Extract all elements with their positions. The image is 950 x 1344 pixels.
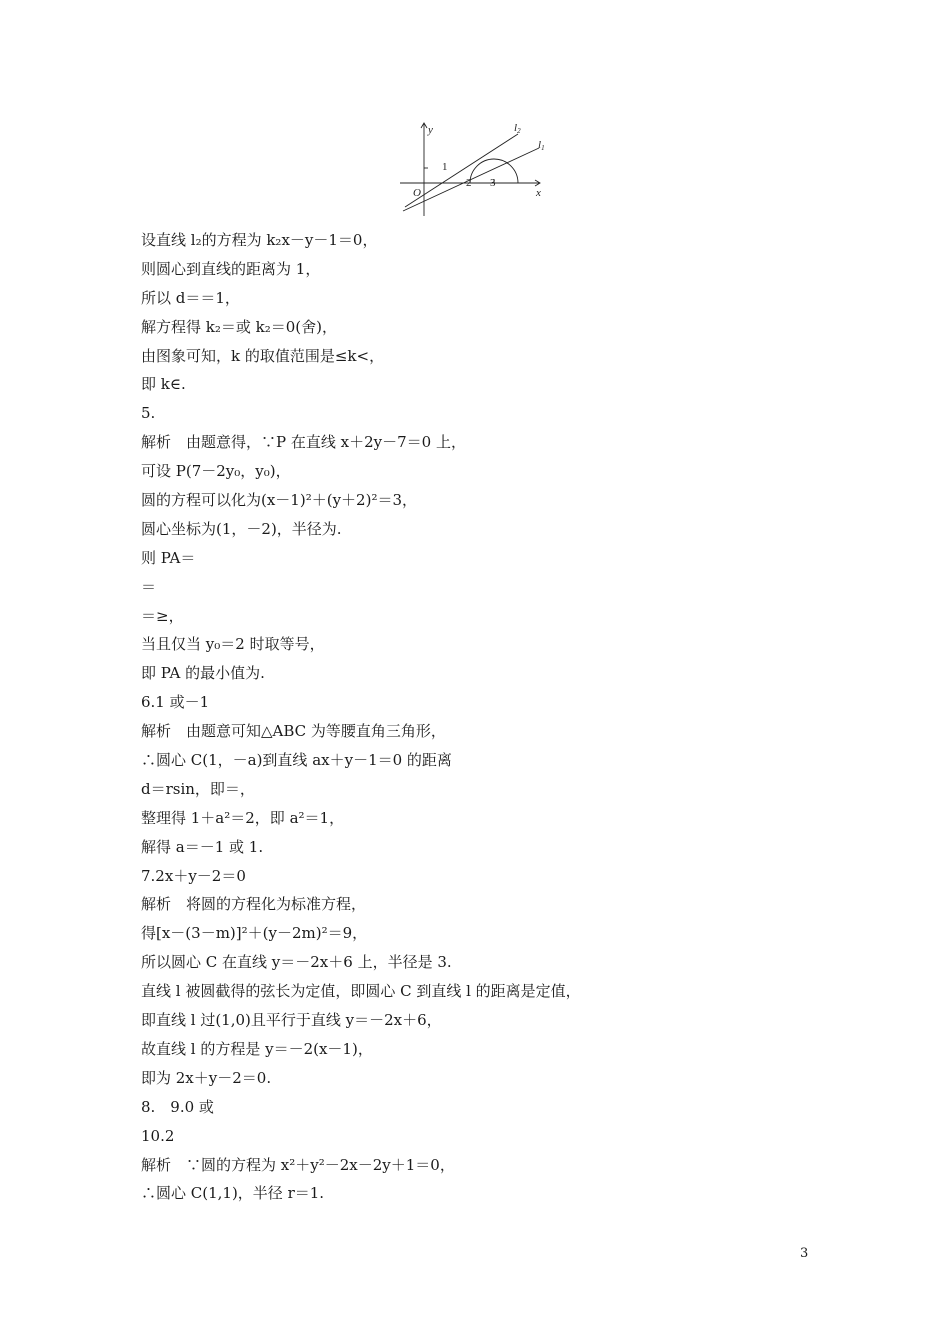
text-line: d＝rsin，即＝， [141,779,255,798]
origin-label: O [413,187,421,199]
page-number: 3 [800,1246,809,1261]
text-line: 则圆心到直线的距离为 1， [141,259,321,278]
line-l1 [403,148,539,211]
text-line: ＝ [141,577,157,596]
text-line: 解得 a＝－1 或 1. [141,837,264,856]
y-tick-1-label: 1 [442,161,448,173]
text-line: 可设 P(7－2y₀，y₀)， [141,462,291,481]
text-line: 解析 ∵圆的方程为 x²＋y²－2x－2y＋1＝0， [141,1155,455,1174]
text-line: 圆的方程可以化为(x－1)²＋(y＋2)²＝3， [141,491,417,510]
x-tick-3-label: 3 [490,177,496,189]
text-line: 圆心坐标为(1，－2)，半径为. [141,519,342,538]
text-line: 所以 d＝＝1， [141,288,240,307]
text-line: ＝≥， [141,606,184,625]
text-line: 所以圆心 C 在直线 y＝－2x＋6 上，半径是 3. [141,953,452,972]
problem-number: 8. 9.0 或 [141,1097,214,1116]
text-line: 当且仅当 y₀＝2 时取等号， [141,635,325,654]
text-line: 即直线 l 过(1,0)且平行于直线 y＝－2x＋6， [141,1011,442,1030]
text-line: 即 PA 的最小值为. [141,664,265,683]
text-line: 解方程得 k₂＝或 k₂＝0(舍)， [141,317,337,336]
line-l2-label: l2 [514,122,521,135]
problem-number: 7.2x＋y－2＝0 [141,866,246,885]
text-line: 解析 由题意得，∵P 在直线 x＋2y－7＝0 上， [141,433,466,452]
text-line: ∴圆心 C(1,1)，半径 r＝1. [141,1184,325,1203]
solution-text [141,226,841,1208]
x-axis-label: x [536,187,541,199]
y-axis-label: y [428,124,433,136]
text-line: 即 k∈. [141,375,186,394]
text-line: ∴圆心 C(1，－a)到直线 ax＋y－1＝0 的距离 [141,751,452,770]
text-line: 故直线 l 的方程是 y＝－2(x－1)， [141,1039,373,1058]
line-l2 [405,134,518,207]
problem-number: 10.2 [141,1126,175,1145]
text-line: 解析 将圆的方程化为标准方程， [141,895,367,914]
x-tick-2-label: 2 [466,177,472,189]
text-line: 得[x－(3－m)]²＋(y－2m)²＝9， [141,924,368,943]
text-line: 整理得 1＋a²＝2，即 a²＝1， [141,808,345,827]
text-line: 由图象可知，k 的取值范围是≤k<， [141,346,385,365]
text-line: 即为 2x＋y－2＝0. [141,1068,272,1087]
text-line: 则 PA＝ [141,548,196,567]
problem-number: 6.1 或－1 [141,693,210,712]
text-line: 解析 由题意可知△ABC 为等腰直角三角形， [141,722,446,741]
line-l1-label: l1 [538,139,545,152]
problem-number: 5. [141,404,156,423]
text-line: 直线 l 被圆截得的弦长为定值，即圆心 C 到直线 l 的距离是定值， [141,982,581,1001]
coordinate-figure [396,118,554,220]
text-line: 设直线 l₂的方程为 k₂x－y－1＝0， [141,231,378,249]
